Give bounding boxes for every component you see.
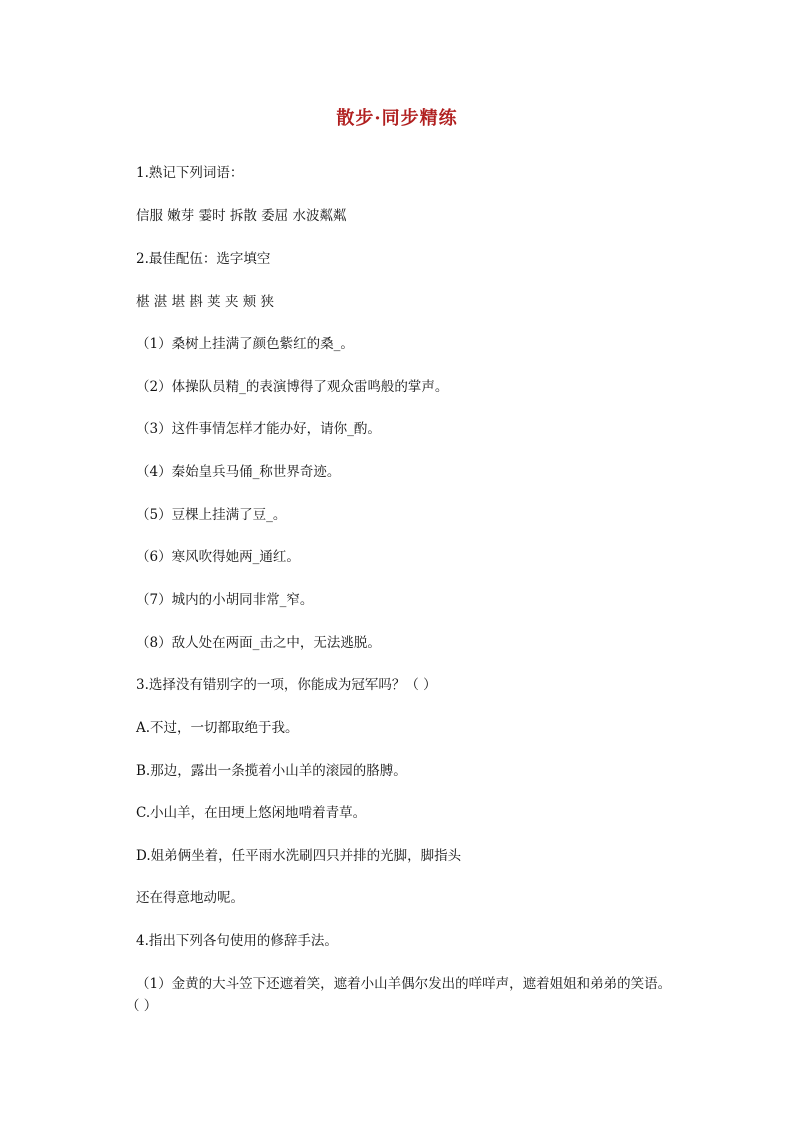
fill-item-5: （5）豆棵上挂满了豆_。 bbox=[136, 507, 287, 523]
fill-item-8: （8）敌人处在两面_击之中，无法逃脱。 bbox=[136, 635, 381, 651]
question-3-heading: 3.选择没有错别字的一项，你能成为冠军吗？（ ） bbox=[136, 677, 437, 693]
fill-item-7: （7）城内的小胡同非常_窄。 bbox=[136, 592, 314, 608]
question-4-heading: 4.指出下列各句使用的修辞手法。 bbox=[136, 933, 338, 949]
fill-item-4: （4）秦始皇兵马俑_称世界奇迹。 bbox=[136, 464, 341, 480]
fill-item-1: （1）桑树上挂满了颜色紫红的桑_。 bbox=[136, 336, 354, 352]
option-b: B.那边，露出一条揽着小山羊的滚园的胳膊。 bbox=[136, 763, 407, 779]
vocabulary-list: 信服 嫩芽 霎时 拆散 委屈 水波粼粼 bbox=[136, 208, 347, 224]
question-1-heading: 1.熟记下列词语： bbox=[136, 165, 244, 181]
option-d: D.姐弟俩坐着，任平雨水洗刷四只并排的光脚，脚指头 bbox=[136, 848, 462, 864]
fill-item-6: （6）寒风吹得她两_通红。 bbox=[136, 549, 300, 565]
option-d-continued: 还在得意地动呢。 bbox=[136, 890, 244, 906]
page-title: 散步·同步精练 bbox=[336, 108, 458, 129]
question-2-heading: 2.最佳配伍：选字填空 bbox=[136, 251, 271, 267]
fill-item-3: （3）这件事情怎样才能办好，请你_酌。 bbox=[136, 421, 381, 437]
character-options: 椹 湛 堪 斟 荚 夹 颊 狭 bbox=[136, 294, 275, 310]
option-a: A.不过，一切都取绝于我。 bbox=[136, 720, 299, 736]
option-c: C.小山羊，在田埂上悠闲地啃着青草。 bbox=[136, 805, 367, 821]
fill-item-2: （2）体操队员精_的表演博得了观众雷鸣般的掌声。 bbox=[136, 379, 449, 395]
rhetoric-item-1: （1）金黄的大斗笠下还遮着笑，遮着小山羊偶尔发出的咩咩声，遮着姐姐和弟弟的笑语。 bbox=[136, 976, 672, 992]
rhetoric-item-1-answer: （ ） bbox=[126, 998, 158, 1014]
